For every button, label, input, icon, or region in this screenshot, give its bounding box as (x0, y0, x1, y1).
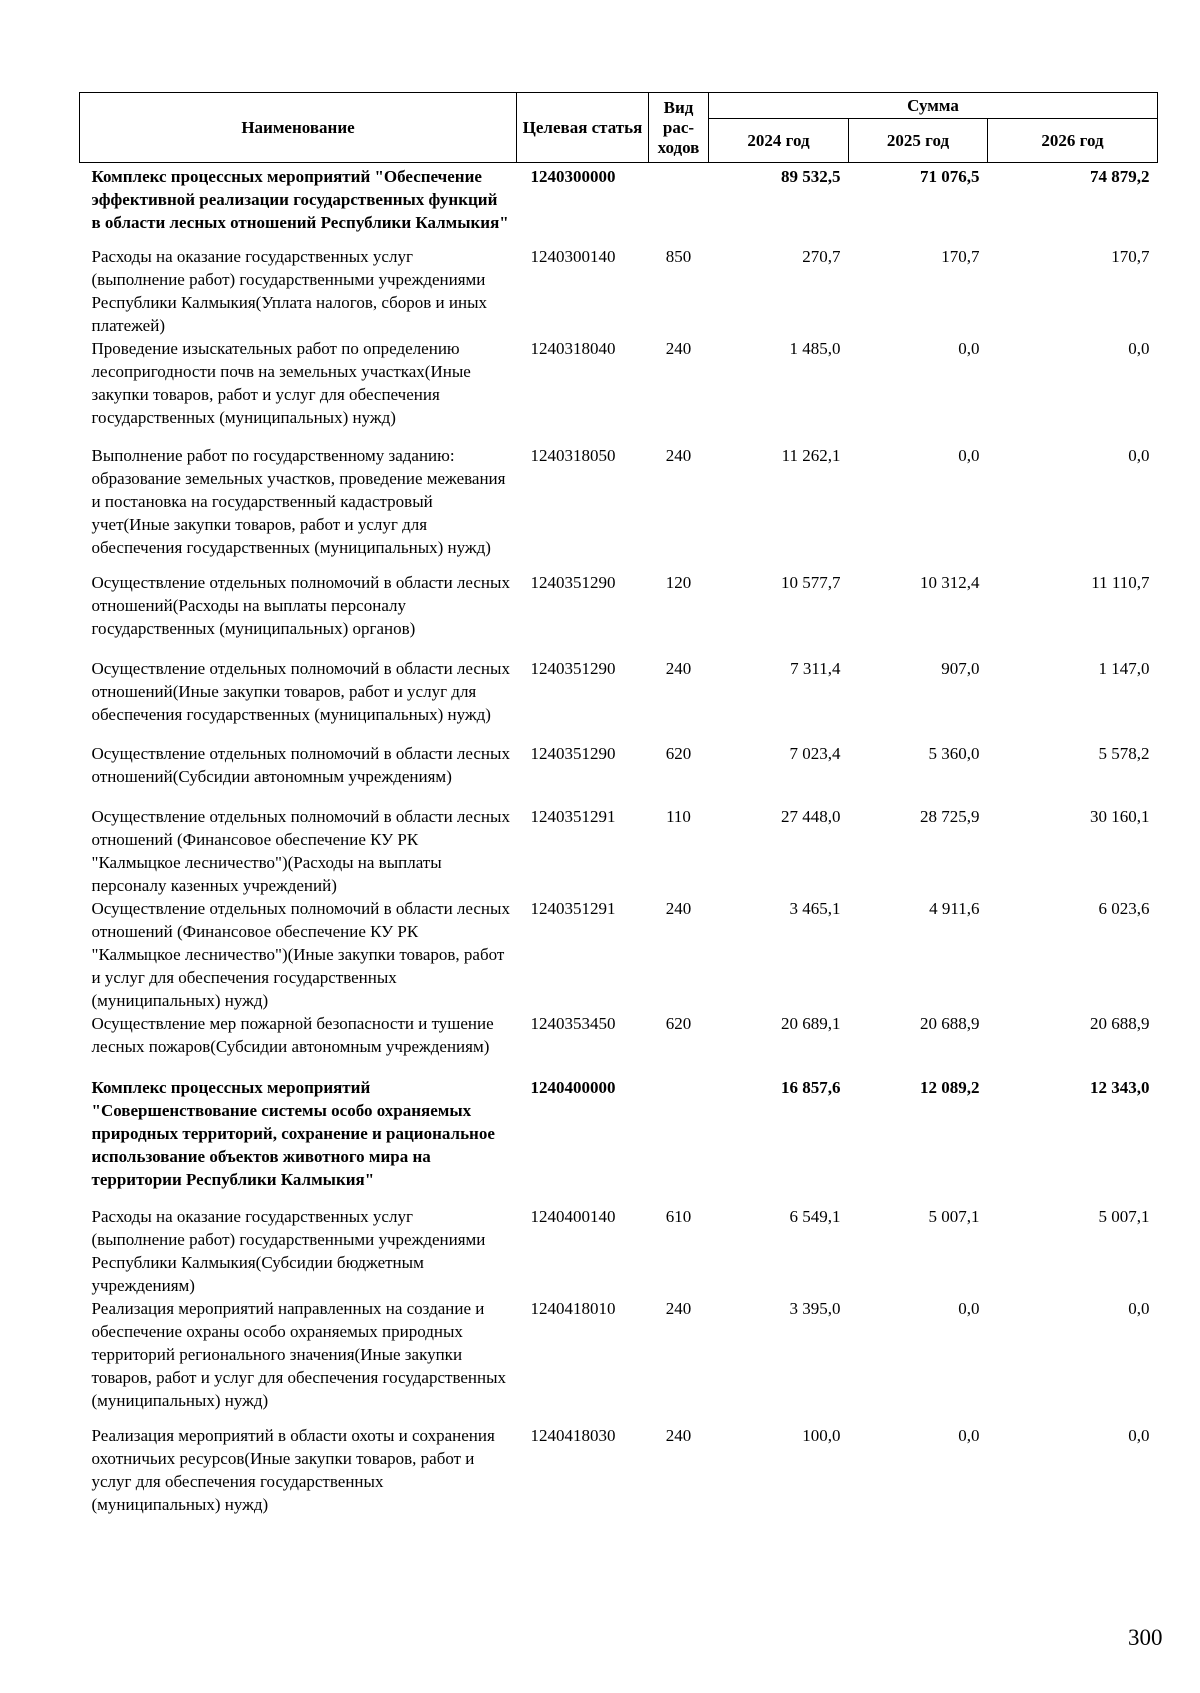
header-year-2026: 2026 год (988, 119, 1158, 163)
row-sum-2026: 11 110,7 (1091, 572, 1150, 592)
row-sum-2024: 3 395,0 (789, 1298, 841, 1318)
row-sum-2026: 0,0 (1128, 1425, 1150, 1445)
row-target-code: 1240418030 (530, 1425, 616, 1445)
row-sum-2025: 5 360,0 (928, 743, 980, 763)
row-name: Выполнение работ по государственному заданию: образование земельных участков, проведение межевания и постановка на государственный кадастровый учет(Иные закупки товаров, работ и услуг для обеспечения государственных (муниципальных) нужд) (91, 445, 506, 557)
row-sum-2024: 11 262,1 (781, 445, 841, 465)
row-sum-2025: 28 725,9 (920, 806, 980, 826)
row-sum-2026: 12 343,0 (1090, 1077, 1150, 1097)
table-row (80, 444, 1158, 571)
row-target-code: 1240351290 (530, 572, 616, 592)
row-sum-2024: 16 857,6 (781, 1077, 841, 1097)
row-sum-2025: 20 688,9 (920, 1013, 980, 1033)
row-sum-2025: 10 312,4 (920, 572, 980, 592)
row-sum-2025: 5 007,1 (928, 1206, 980, 1226)
row-name: Реализация мероприятий в области охоты и сохранения охотничьих ресурсов(Иные закупки товаров, работ и услуг для обеспечения государственных (муниципальных) нужд) (91, 1425, 495, 1514)
table-row (80, 897, 1158, 1012)
row-expense-type: 240 (665, 338, 692, 358)
row-sum-2026: 74 879,2 (1090, 167, 1150, 186)
row-target-code: 1240318040 (530, 338, 616, 358)
row-sum-2024: 7 023,4 (789, 743, 841, 763)
row-target-code: 1240351291 (530, 898, 616, 918)
page-number: 300 (1128, 1625, 1163, 1650)
row-name: Осуществление мер пожарной безопасности и тушение лесных пожаров(Субсидии автономным учреждениям) (91, 1013, 494, 1056)
row-target-code: 1240400000 (530, 1077, 616, 1097)
header-year-2025: 2025 год (849, 119, 988, 163)
row-name: Осуществление отдельных полномочий в области лесных отношений(Субсидии автономным учреждениям) (91, 743, 510, 786)
row-sum-2025: 0,0 (958, 1298, 980, 1318)
row-name: Осуществление отдельных полномочий в области лесных отношений(Расходы на выплаты персоналу государственных (муниципальных) органов) (91, 572, 510, 638)
row-sum-2026: 30 160,1 (1090, 806, 1150, 826)
table-row (80, 337, 1158, 444)
row-sum-2024: 3 465,1 (789, 898, 841, 918)
row-target-code: 1240318050 (530, 445, 616, 465)
row-sum-2026: 5 578,2 (1098, 743, 1150, 763)
row-sum-2026: 5 007,1 (1098, 1206, 1150, 1226)
row-sum-2026: 20 688,9 (1090, 1013, 1150, 1033)
row-name: Проведение изыскательных работ по определению лесопригодности почв на земельных участках(Иные закупки товаров, работ и услуг для обеспечения государственных (муниципальных) нужд) (91, 338, 471, 427)
row-sum-2025: 4 911,6 (929, 898, 980, 918)
row-sum-2026: 6 023,6 (1098, 898, 1150, 918)
table-row (80, 1205, 1158, 1297)
row-target-code: 1240353450 (530, 1013, 616, 1033)
row-expense-type: 240 (665, 1425, 692, 1445)
table-row (80, 1076, 1158, 1205)
row-expense-type: 240 (665, 898, 692, 918)
row-name: Расходы на оказание государственных услуг (выполнение работ) государственными учреждениями Республики Калмыкия(Уплата налогов, сборов и иных платежей) (91, 246, 487, 335)
table-row (80, 245, 1158, 337)
row-sum-2025: 0,0 (958, 338, 980, 358)
table-row (80, 163, 1158, 245)
row-name: Комплекс процессных мероприятий "Совершенствование системы особо охраняемых природных территорий, сохранение и рациональное использование объектов животного мира на территории Республики Калмыкия" (91, 1077, 495, 1189)
row-sum-2024: 270,7 (802, 246, 841, 266)
header-target: Целевая статья (517, 93, 649, 163)
row-name: Расходы на оказание государственных услуг (выполнение работ) государственными учреждениями Республики Калмыкия(Субсидии бюджетным учреждениям) (91, 1206, 486, 1295)
header-sum: Сумма (709, 93, 1158, 119)
row-expense-type: 620 (665, 1013, 692, 1033)
row-target-code: 1240300000 (530, 167, 616, 186)
row-expense-type: 240 (665, 445, 692, 465)
row-expense-type: 240 (665, 658, 692, 678)
row-expense-type: 120 (665, 572, 692, 592)
row-sum-2026: 0,0 (1128, 1298, 1150, 1318)
row-name: Осуществление отдельных полномочий в области лесных отношений(Иные закупки товаров, работ и услуг для обеспечения государственных (муниципальных) нужд) (91, 658, 510, 724)
row-sum-2026: 0,0 (1128, 338, 1150, 358)
row-expense-type: 240 (665, 1298, 692, 1318)
row-expense-type: 610 (665, 1206, 692, 1226)
row-target-code: 1240418010 (530, 1298, 616, 1318)
row-name: Комплекс процессных мероприятий "Обеспечение эффективной реализации государственных функций в области лесных отношений Республики Калмыкия" (91, 167, 509, 232)
row-expense-type: 850 (665, 246, 692, 266)
row-sum-2026: 170,7 (1111, 246, 1150, 266)
table-row (80, 1297, 1158, 1424)
table-row (80, 742, 1158, 805)
row-sum-2026: 1 147,0 (1098, 658, 1150, 678)
row-name: Осуществление отдельных полномочий в области лесных отношений (Финансовое обеспечение КУ РК "Калмыцкое лесничество")(Расходы на выплаты персоналу казенных учреждений) (91, 806, 510, 895)
row-name: Осуществление отдельных полномочий в области лесных отношений (Финансовое обеспечение КУ РК "Калмыцкое лесничество")(Иные закупки товаров, работ и услуг для обеспечения государственных (муниципальных) нужд) (91, 898, 510, 1010)
row-sum-2024: 89 532,5 (781, 167, 841, 186)
row-sum-2024: 1 485,0 (789, 338, 841, 358)
table-row (80, 1424, 1158, 1516)
row-sum-2026: 0,0 (1128, 445, 1150, 465)
row-sum-2024: 7 311,4 (790, 658, 841, 678)
row-expense-type: 620 (665, 743, 692, 763)
row-sum-2024: 27 448,0 (781, 806, 841, 826)
header-type: Вид рас-ходов (649, 93, 709, 163)
row-expense-type (649, 163, 709, 245)
row-expense-type (649, 1076, 709, 1205)
row-sum-2025: 0,0 (958, 1425, 980, 1445)
table-body (80, 163, 1158, 1516)
row-sum-2025: 0,0 (958, 445, 980, 465)
table-row (80, 571, 1158, 657)
row-sum-2025: 170,7 (941, 246, 980, 266)
row-target-code: 1240351290 (530, 743, 616, 763)
row-sum-2025: 71 076,5 (920, 167, 980, 186)
row-target-code: 1240351291 (530, 806, 616, 826)
row-sum-2024: 10 577,7 (781, 572, 841, 592)
row-name: Реализация мероприятий направленных на создание и обеспечение охраны особо охраняемых природных территорий регионального значения(Иные закупки товаров, работ и услуг для обеспечения государственных (муниципальных) нужд) (91, 1298, 507, 1410)
row-target-code: 1240351290 (530, 658, 616, 678)
header-year-2024: 2024 год (709, 119, 849, 163)
row-expense-type: 110 (666, 806, 691, 826)
budget-table (79, 92, 1158, 1516)
table-row (80, 657, 1158, 742)
table-row (80, 805, 1158, 897)
row-target-code: 1240300140 (530, 246, 616, 266)
row-sum-2025: 907,0 (941, 658, 980, 678)
row-sum-2024: 6 549,1 (789, 1206, 841, 1226)
header-name: Наименование (80, 93, 517, 163)
table-row (80, 1012, 1158, 1076)
row-target-code: 1240400140 (530, 1206, 616, 1226)
row-sum-2024: 20 689,1 (781, 1013, 841, 1033)
row-sum-2025: 12 089,2 (920, 1077, 980, 1097)
row-sum-2024: 100,0 (802, 1425, 841, 1445)
